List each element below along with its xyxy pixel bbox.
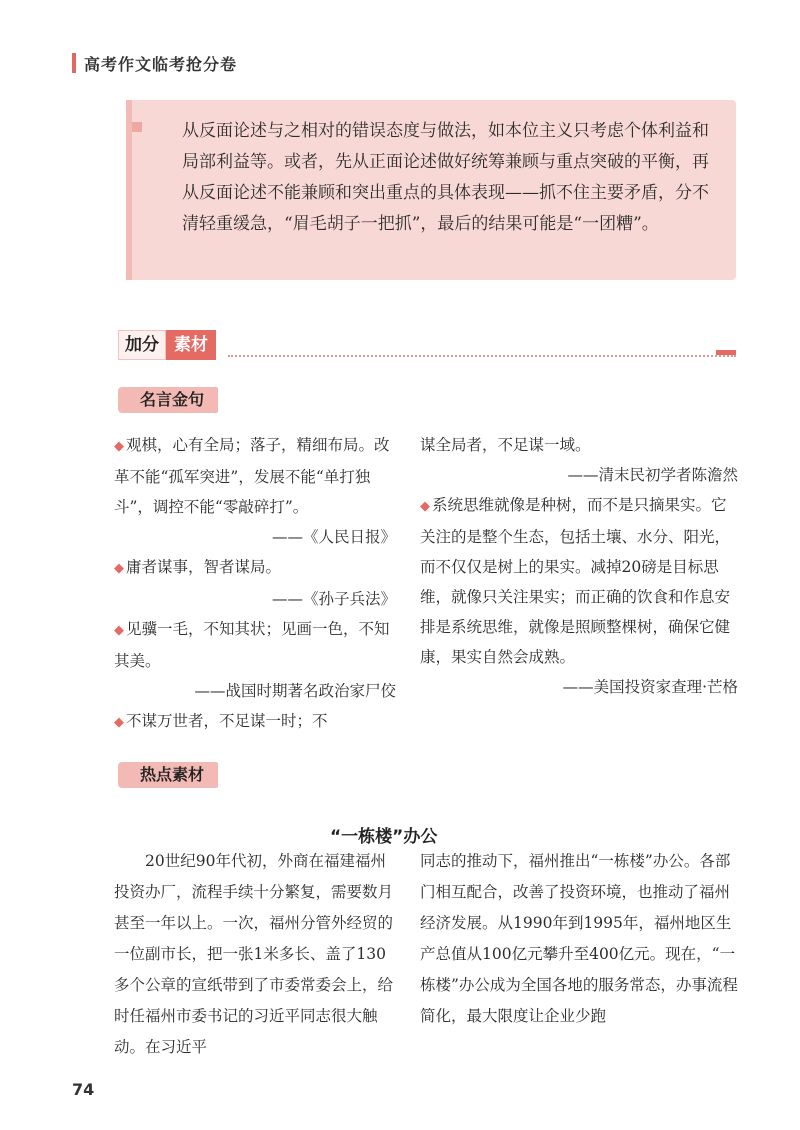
quote-item: ◆ 系统思维就像是种树，而不是只摘果实。它关注的是整个生态，包括土壤、水分、阳光，而不仅仅是树上的果实。减掉20磅是目标思维，就像只关注果实；而正确的饮食和作息安排是系统思维，就像是照顾整棵树，确保它健康，果实自然会成熟。	[420, 496, 731, 666]
section-divider	[228, 355, 736, 357]
diamond-icon: ◆	[114, 439, 124, 454]
quote-item: ◆ 庸者谋事，智者谋局。	[114, 558, 282, 576]
quote-source: ——战国时期著名政治家尸佼	[194, 682, 396, 700]
quotes-left-column	[114, 430, 396, 738]
quote-source: ——《孙子兵法》	[271, 590, 396, 608]
quote-item: ◆ 不谋万世者，不足谋一时；不	[114, 712, 328, 730]
quote-item: ◆ 观棋，心有全局；落子，精细布局。改革不能“孤军突进”，发展不能“单打独斗”，调控不能“零敲碎打”。	[114, 436, 390, 516]
quote-item: ◆ 见骥一毛，不知其状；见画一色，不知其美。	[114, 620, 390, 670]
article-right-column: 同志的推动下，福州推出“一栋楼”办公。各部门相互配合，改善了投资环境，也推动了福州经济发展。从1990年到1995年，福州地区生产总值从100亿元攀升至400亿元。现在，“一栋楼”办公成为全国各地的服务常态，办事流程简化，最大限度让企业少跑	[420, 852, 738, 1025]
page-number: 74	[72, 1080, 95, 1099]
article-title: “一栋楼”办公	[330, 827, 438, 847]
quote-continuation: 谋全局者，不足谋一域。	[420, 436, 591, 454]
quotes-tag: 名言金句	[128, 387, 218, 413]
article-left-column: 20世纪90年代初，外商在福建福州投资办厂，流程手续十分繁复，需要数月甚至一年以上。一次，福州分管外经贸的一位副市长，把一张1米多长、盖了130多个公章的宣纸带到了市委常委会上，给时任福州市委书记的习近平同志很大触动。在习近平	[114, 852, 394, 1056]
diamond-icon: ◆	[114, 715, 124, 730]
note-text: 从反面论述与之相对的错误态度与做法，如本位主义只考虑个体利益和局部利益等。或者，先从正面论述做好统筹兼顾与重点突破的平衡，再从反面论述不能兼顾和突出重点的具体表现——抓不住主要矛盾，分不清轻重缓急，“眉毛胡子一把抓”，最后的结果可能是“一团糟”。	[182, 121, 709, 234]
section-heading	[118, 330, 216, 360]
note-box-tab	[126, 100, 132, 280]
hot-topic-tag: 热点素材	[128, 762, 218, 788]
header-accent-bar	[72, 53, 76, 73]
quotes-right-column	[420, 430, 738, 702]
running-header	[72, 52, 237, 74]
section-label-b: 素材	[166, 330, 216, 360]
header-title: 高考作文临考抢分卷	[84, 54, 238, 74]
quote-source: ——美国投资家查理·芒格	[562, 678, 738, 696]
quote-source: ——清末民初学者陈澹然	[567, 466, 738, 484]
diamond-icon: ◆	[420, 499, 430, 514]
quote-source: ——《人民日报》	[271, 528, 396, 546]
diamond-icon: ◆	[114, 561, 124, 576]
diamond-icon: ◆	[114, 623, 124, 638]
note-box	[126, 100, 736, 280]
section-divider-end	[716, 350, 736, 355]
section-label-a: 加分	[118, 330, 166, 360]
